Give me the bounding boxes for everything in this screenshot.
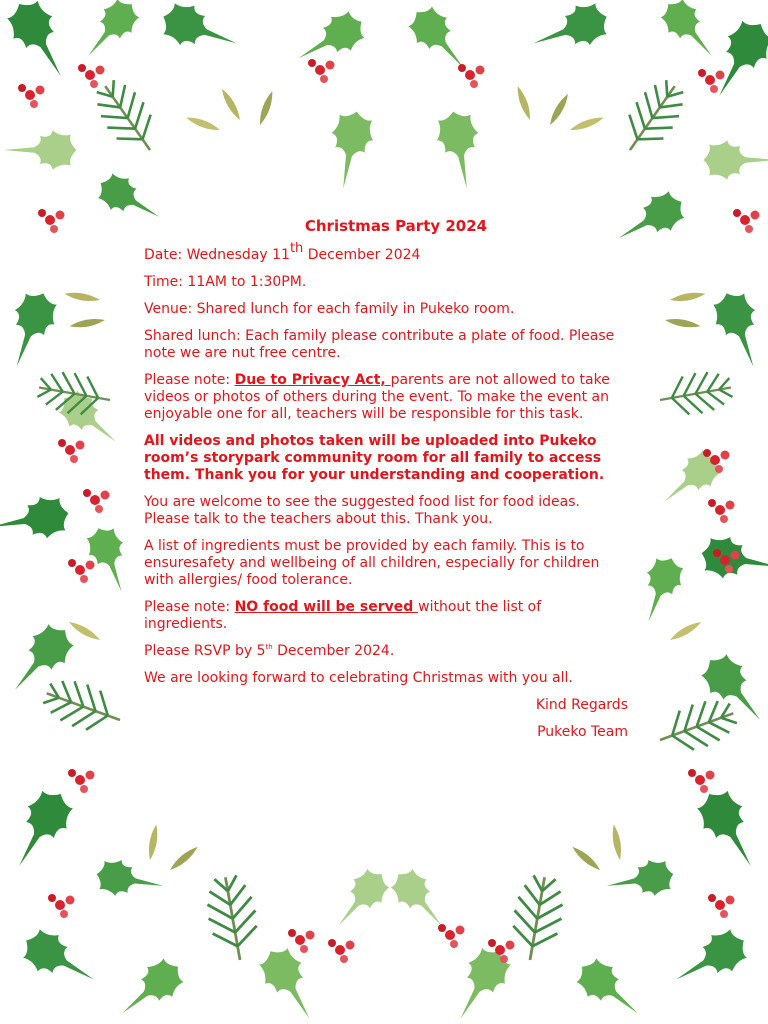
bottom-right-cluster-icon: [384, 769, 768, 1024]
shared-lunch-note: Shared lunch: Each family please contribute a plate of food. Please note we are nut free centre.: [144, 328, 615, 361]
rsvp-note: [144, 643, 628, 660]
date-ordinal: th: [289, 241, 304, 256]
closing-line: We are looking forward to celebrating Christmas with you all.: [144, 670, 573, 686]
food-list-note: You are welcome to see the suggested food list for food ideas. Please talk to the teachers about this. Thank you.: [144, 494, 580, 527]
ingredients-note: A list of ingredients must be provided by each family. This is to ensuresafety and wellbeing of all children, especially for children with allergies/ food tolerance.: [144, 538, 600, 588]
rsvp-prefix: Please RSVP by 5: [144, 643, 266, 659]
kind-regards: Kind Regards: [535, 697, 628, 713]
rsvp-suffix: December 2024.: [272, 643, 395, 659]
letter-title: Christmas Party 2024: [304, 217, 488, 235]
no-food-prefix: Please note:: [144, 599, 235, 615]
privacy-prefix: Please note:: [144, 372, 235, 388]
event-time: Time: 11AM to 1:30PM.: [144, 274, 307, 290]
privacy-note: [144, 372, 628, 423]
date-suffix: December 2024: [303, 247, 421, 263]
no-food-note: [144, 599, 628, 633]
left-side-cluster-icon: [0, 286, 139, 741]
privacy-emphasis: Due to Privacy Act,: [234, 372, 391, 388]
rsvp-ordinal: th: [265, 643, 273, 651]
top-left-cluster-icon: [0, 0, 377, 233]
uploads-note: All videos and photos taken will be uploaded into Pukeko room’s storypark community room for all family to access them. Thank you for your understanding and cooperation.: [144, 433, 605, 483]
letter-body: [144, 218, 628, 741]
signature: Pukeko Team: [537, 724, 628, 740]
right-side-cluster-icon: [631, 286, 768, 761]
event-venue: Venue: Shared lunch for each family in Pukeko room.: [144, 301, 515, 317]
event-date: [144, 241, 628, 264]
date-prefix: Date: Wednesday 11: [144, 247, 290, 263]
no-food-rest: without the list of ingredients.: [144, 599, 542, 632]
bottom-left-cluster-icon: [0, 769, 396, 1024]
privacy-rest: parents are not allowed to take videos or photos of others during the event. To make the event an enjoyable one for all, teachers will be responsible for this task.: [144, 372, 610, 422]
no-food-emphasis: NO food will be served: [234, 599, 419, 615]
